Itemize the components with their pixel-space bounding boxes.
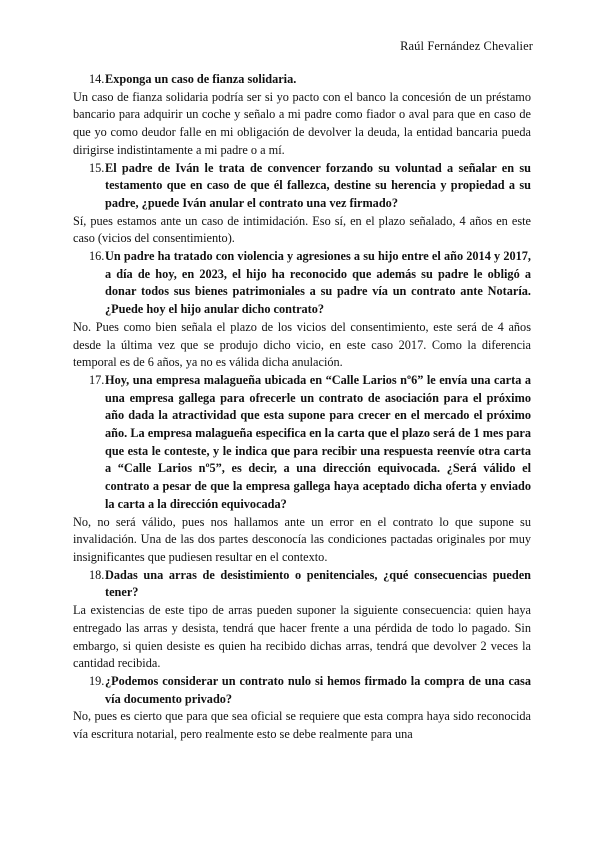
question-14	[73, 71, 531, 89]
answer-14: Un caso de fianza solidaria podría ser si yo pacto con el banco la concesión de un préstamo bancario para adquirir un coche y señalo a mi padre como fiador o aval para que en caso de que yo como deudor falle en mi obligación de devolver la deuda, la entidad bancaria pueda dirigirse indistintamente a mi padre o a mí.	[73, 89, 531, 157]
answer-16: No. Pues como bien señala el plazo de los vicios del consentimiento, este será de 4 años desde la última vez que se produjo dicho vicio, en este caso 2017. Como la diferencia temporal es de 6 años, ya no es válida dicha anulación.	[73, 319, 531, 370]
question-18	[73, 567, 531, 602]
answer-17: No, no será válido, pues nos hallamos ante un error en el contrato lo que supone su invalidación. Una de las dos partes desconocía las condiciones pactadas originales por muy insignificantes que pudiesen resultar en el contexto.	[73, 514, 531, 564]
question-number: 14.	[89, 72, 105, 86]
question-number: 18.	[89, 567, 105, 582]
question-text: El padre de Iván le trata de convencer forzando su voluntad a señalar en su testamento que en caso de que él fallezca, destine su herencia y propiedad a su padre, ¿puede Iván anular el contrato una vez firmado?	[105, 160, 531, 210]
question-17	[73, 372, 531, 514]
question-19	[73, 673, 531, 708]
answer-18: La existencias de este tipo de arras pueden suponer la siguiente consecuencia: quien haya entregado las arras y desista, tendrá que hacer frente a una pérdida de todo lo pagado. Sin embargo, si quien desiste es quien ha recibido dichas arras, tendrá que devolver 2 veces la cantidad recibida.	[73, 603, 531, 671]
question-text: Un padre ha tratado con violencia y agresiones a su hijo entre el año 2014 y 2017, a día de hoy, en 2023, el hijo ha reconocido que además su padre le obligó a donar todos sus bienes patrimoniales a su padre vía un contrato ante Notaría. ¿Puede hoy el hijo anular dicho contrato?	[105, 249, 531, 317]
answer-15: Sí, pues estamos ante un caso de intimidación. Eso sí, en el plazo señalado, 4 años en este caso (vicios del consentimiento).	[73, 213, 531, 246]
question-number: 17.	[89, 372, 105, 387]
question-text: Hoy, una empresa malagueña ubicada en “Calle Larios nº6” le envía una carta a una empresa gallega para ofrecerle un contrato de asociación para el próximo año dada la atractividad que esta supone para crecer en el mercado el próximo año. La empresa malagueña especifica en la carta que el plazo será de 1 mes para que esta le conteste, y le indica que para recibir una respuesta reenvíe otra carta a “Calle Larios nº5”, es decir, a una dirección equivocada. ¿Será válido el contrato a pesar de que la empresa gallega haya aceptado dicha oferta y enviado la carta a la dirección equivocada?	[105, 372, 531, 511]
answer-19: No, pues es cierto que para que sea oficial se requiere que esta compra haya sido reconocida vía escritura notarial, pero realmente esto se debe realmente para una	[73, 709, 531, 742]
author-name: Raúl Fernández Chevalier	[400, 39, 533, 53]
question-15	[73, 160, 531, 213]
question-number: 15.	[89, 160, 105, 175]
question-text: Dadas una arras de desistimiento o penitenciales, ¿qué consecuencias pueden tener?	[105, 567, 531, 600]
document-body	[73, 71, 531, 744]
question-number: 19.	[89, 673, 105, 688]
question-text: Exponga un caso de fianza solidaria.	[105, 72, 297, 86]
question-16	[73, 248, 531, 319]
question-text: ¿Podemos considerar un contrato nulo si hemos firmado la compra de una casa vía documento privado?	[105, 673, 531, 706]
question-number: 16.	[89, 249, 105, 264]
